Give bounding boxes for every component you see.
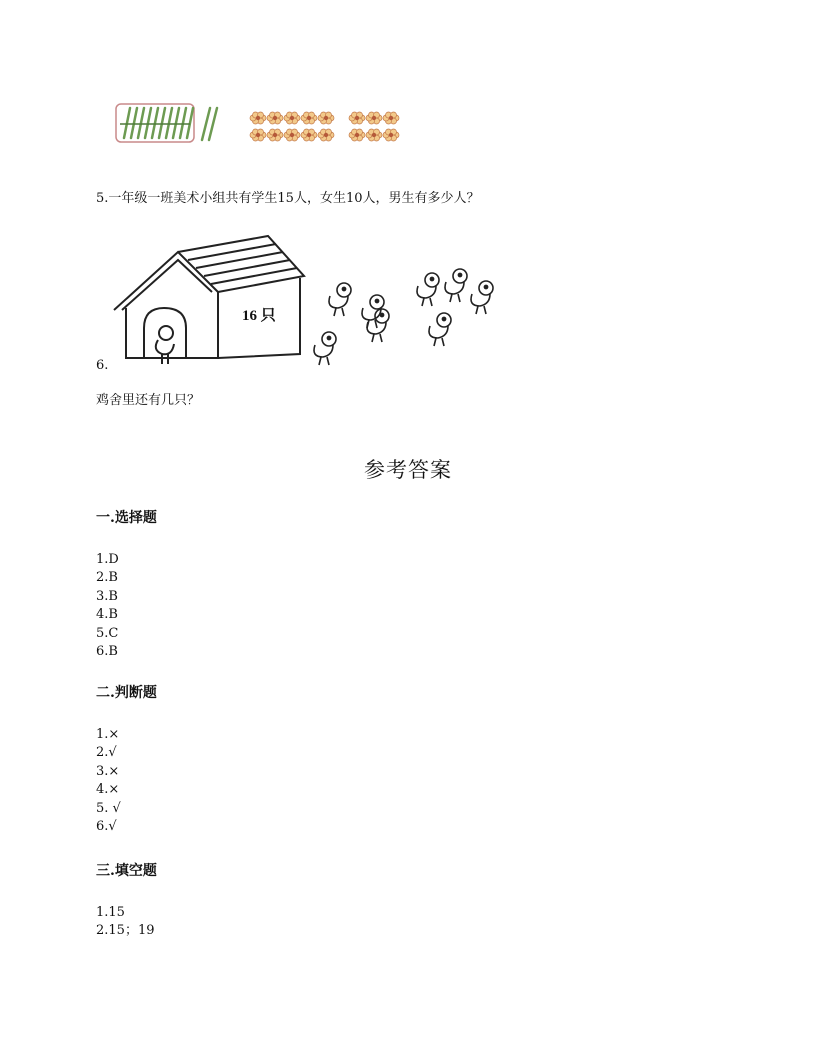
chick-leg (380, 334, 382, 342)
flower-center (372, 133, 376, 137)
loose-sticks (202, 108, 217, 140)
chick-eye (375, 299, 378, 302)
chick-icon (471, 281, 493, 314)
house (114, 236, 304, 364)
chick-leg (484, 306, 486, 314)
flower-center (355, 133, 359, 137)
chick-eye (484, 285, 487, 288)
stick (131, 108, 137, 138)
chick-icon (429, 313, 451, 346)
flower-center (307, 133, 311, 137)
chick-body (429, 326, 448, 338)
stick (187, 108, 193, 138)
chick-leg (327, 357, 329, 365)
flower-icon (267, 129, 283, 141)
fill-answers-list (96, 904, 155, 941)
answer-item: 2.15；19 (96, 923, 155, 939)
flower-center (307, 116, 311, 120)
flower-icon (383, 112, 399, 124)
chick-body (417, 286, 436, 298)
section-heading-choice: 一.选择题 (96, 510, 157, 526)
answer-item: 4.B (96, 607, 118, 623)
chicken-house-figure (108, 230, 503, 372)
answer-item: 3.× (96, 763, 120, 779)
flower-icon (267, 112, 283, 124)
question-5: 5.一年级一班美术小组共有学生15人，女生10人，男生有多少人？ (96, 191, 480, 206)
stick (173, 108, 179, 138)
flower-icon (301, 129, 317, 141)
chick-body (329, 296, 348, 308)
house-roof (178, 236, 304, 292)
bundle-sticks (120, 108, 193, 138)
chick-leg (430, 298, 432, 306)
chicken-house-illustration (108, 230, 503, 372)
house-door (144, 308, 186, 358)
stick (145, 108, 151, 138)
chick-leg (334, 308, 336, 316)
sticks-flowers-illustration (110, 100, 410, 150)
judgement-answers-list (96, 726, 121, 836)
house-label: 16 只 (242, 308, 276, 324)
chick-eye (342, 287, 345, 290)
section-heading-fill: 三.填空题 (96, 863, 157, 879)
chick-leg (450, 294, 452, 302)
answer-item: 6.√ (96, 819, 117, 835)
chick-eye (442, 317, 445, 320)
flower-icon (250, 129, 266, 141)
flower-icon (349, 129, 365, 141)
question-6-text: 鸡舍里还有几只？ (96, 393, 201, 408)
section-heading-judgement: 二.判断题 (96, 685, 157, 701)
loose-stick (209, 108, 217, 140)
answer-item: 1.15 (96, 905, 125, 920)
chick-leg (442, 338, 444, 346)
chick-eye (458, 273, 461, 276)
chick-leg (319, 357, 321, 365)
flower-center (256, 133, 260, 137)
chick-eye (380, 313, 383, 316)
choice-answers-list (96, 551, 119, 661)
flower-center (324, 133, 328, 137)
chick-icon (314, 332, 336, 365)
flower-icon (366, 129, 382, 141)
flower-center (324, 116, 328, 120)
stick (180, 108, 186, 138)
answer-item: 1.D (96, 552, 119, 567)
chick-eye (430, 277, 433, 280)
chick-body (314, 345, 333, 357)
flowers (250, 112, 399, 141)
flower-center (273, 116, 277, 120)
chicks-group (314, 269, 493, 365)
stick (159, 108, 165, 138)
loose-stick (202, 108, 210, 140)
flower-center (372, 116, 376, 120)
chick-icon (445, 269, 467, 302)
answers-title: 参考答案 (364, 458, 452, 482)
flower-icon (349, 112, 365, 124)
stick (166, 108, 172, 138)
chick-body (471, 294, 490, 306)
flower-icon (284, 129, 300, 141)
chick-icon (329, 283, 351, 316)
flower-center (273, 133, 277, 137)
flower-icon (366, 112, 382, 124)
answer-item: 2.√ (96, 745, 117, 761)
flower-center (290, 116, 294, 120)
stick (152, 108, 158, 138)
chick-body (445, 282, 464, 294)
flower-icon (318, 129, 334, 141)
chick-eye (327, 336, 330, 339)
stick (138, 108, 144, 138)
flower-center (290, 133, 294, 137)
flower-icon (284, 112, 300, 124)
chick-leg (372, 334, 374, 342)
flower-center (256, 116, 260, 120)
chick-leg (434, 338, 436, 346)
answer-item: 4.× (96, 782, 120, 798)
flower-center (389, 116, 393, 120)
chick-leg (342, 308, 344, 316)
answer-item: 1.× (96, 727, 120, 742)
chick-icon (417, 273, 439, 306)
flower-center (389, 133, 393, 137)
flower-icon (318, 112, 334, 124)
chick-icon (367, 309, 389, 342)
answer-item: 2.B (96, 570, 118, 586)
answer-item: 5. √ (96, 800, 121, 816)
flower-icon (301, 112, 317, 124)
sticks-and-flowers-figure (110, 100, 410, 150)
answer-item: 6.B (96, 644, 118, 660)
question-6-number: 6. (96, 358, 109, 373)
stick (124, 108, 130, 138)
chick-leg (476, 306, 478, 314)
chick-leg (422, 298, 424, 306)
answer-item: 5.C (96, 625, 119, 641)
flower-icon (250, 112, 266, 124)
flower-center (355, 116, 359, 120)
chick-leg (458, 294, 460, 302)
house-gable (114, 252, 218, 310)
flower-icon (383, 129, 399, 141)
answer-item: 3.B (96, 588, 118, 604)
